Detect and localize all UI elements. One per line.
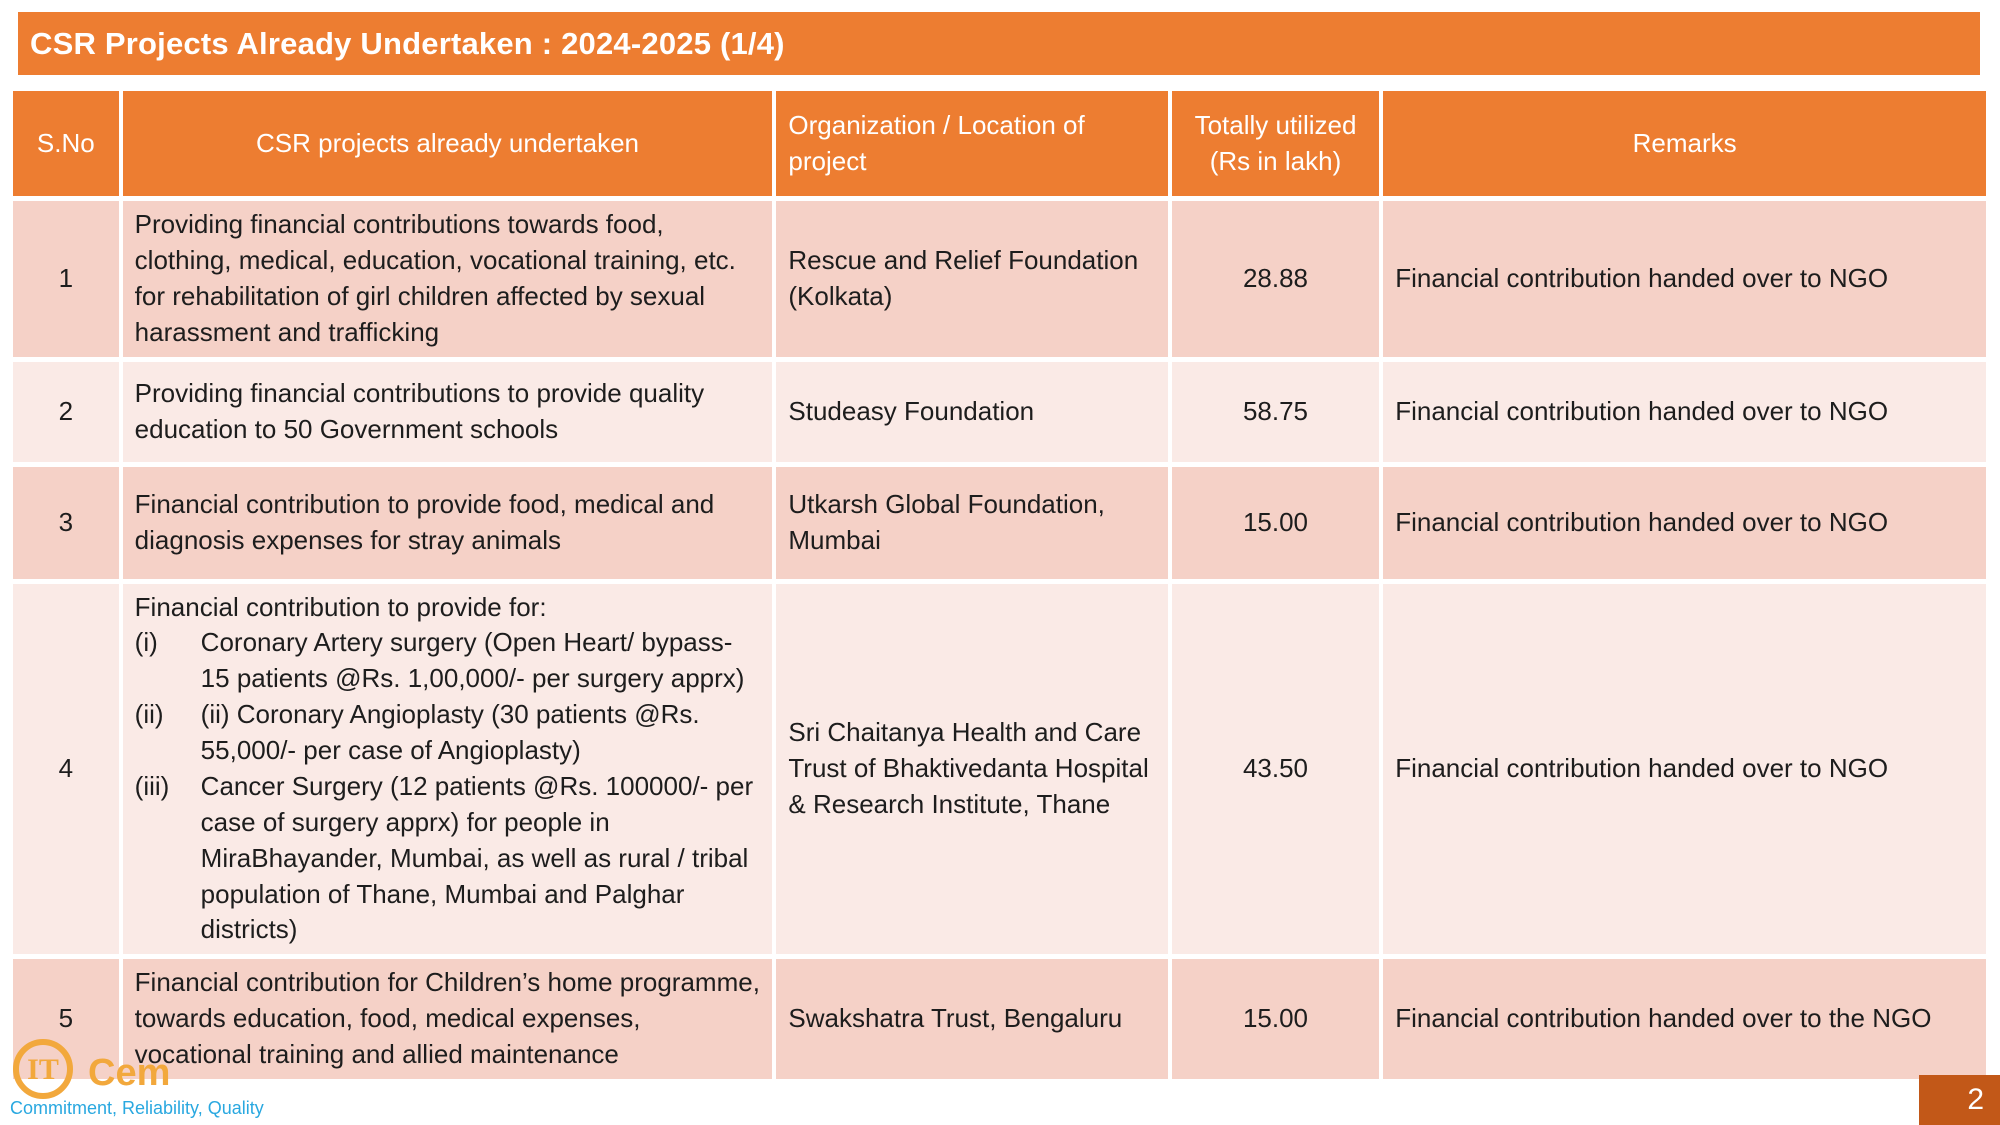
cell-sno: 2 (13, 362, 119, 462)
page-number-badge (1919, 1075, 2000, 1125)
table-row (13, 467, 1986, 579)
cell-sno: 5 (13, 959, 119, 1079)
header-organization: Organization / Location of project (776, 91, 1167, 196)
page-number: 2 (1967, 1083, 1984, 1116)
cell-utilized: 43.50 (1172, 584, 1379, 955)
cell-sno: 1 (13, 201, 119, 357)
cell-utilized: 15.00 (1172, 959, 1379, 1079)
company-logo (10, 1036, 430, 1121)
header-remarks: Remarks (1383, 91, 1986, 196)
cell-remarks: Financial contribution handed over to the NGO (1383, 959, 1986, 1079)
cell-sno: 4 (13, 584, 119, 955)
cell-utilized: 28.88 (1172, 201, 1379, 357)
header-project: CSR projects already undertaken (123, 91, 773, 196)
itd-logo-icon (12, 1038, 74, 1100)
svg-text:IT: IT (27, 1053, 59, 1086)
cell-remarks: Financial contribution handed over to NGO (1383, 584, 1986, 955)
cell-project: Financial contribution for Children’s home programme, towards education, food, medical expenses, vocational training and allied maintenance (123, 959, 773, 1079)
project-intro: Financial contribution to provide for: (134, 591, 547, 622)
cell-organization: Swakshatra Trust, Bengaluru (776, 959, 1167, 1079)
cell-organization: Utkarsh Global Foundation, Mumbai (776, 467, 1167, 579)
table-row (13, 362, 1986, 462)
cell-organization: Sri Chaitanya Health and Care Trust of Bhaktivedanta Hospital & Research Institute, Thane (776, 584, 1167, 955)
slide-title-bar (18, 12, 1980, 75)
table-row (13, 201, 1986, 357)
csr-projects-table (9, 86, 1990, 1084)
project-list-item: (ii) (ii) Coronary Angioplasty (30 patients @Rs. 55,000/- per case of Angioplasty) (134, 699, 700, 765)
project-list-item: (i) Coronary Artery surgery (Open Heart/ bypass- 15 patients @Rs. 1,00,000/- per surgery apprx) (134, 627, 745, 694)
cell-organization: Studeasy Foundation (776, 362, 1167, 462)
header-utilized: Totally utilized (Rs in lakh) (1172, 91, 1379, 196)
cell-organization: Rescue and Relief Foundation (Kolkata) (776, 201, 1167, 357)
cell-project: Providing financial contributions towards food, clothing, medical, education, vocational training, etc. for rehabilitation of girl children affected by sexual harassment and trafficking (123, 201, 773, 357)
logo-wordmark: Cem (88, 1052, 171, 1094)
cell-utilized: 58.75 (1172, 362, 1379, 462)
logo-tagline: Commitment, Reliability, Quality (10, 1098, 264, 1118)
cell-utilized: 15.00 (1172, 467, 1379, 579)
table-row (13, 584, 1986, 955)
table-header-row (13, 91, 1986, 196)
cell-project: Financial contribution to provide food, medical and diagnosis expenses for stray animals (123, 467, 773, 579)
slide-title: CSR Projects Already Undertaken : 2024-2025 (1/4) (30, 25, 785, 61)
cell-remarks: Financial contribution handed over to NGO (1383, 362, 1986, 462)
cell-sno: 3 (13, 467, 119, 579)
cell-project: Providing financial contributions to provide quality education to 50 Government schools (123, 362, 773, 462)
project-list-item: (iii) Cancer Surgery (12 patients @Rs. 100000/- per case of surgery apprx) for people in MiraBhayander, Mumbai, as well as rural / tribal population of Thane, Mumbai and Palghar districts) (134, 770, 754, 945)
cell-project (123, 584, 773, 955)
header-sno: S.No (13, 91, 119, 196)
cell-remarks: Financial contribution handed over to NGO (1383, 201, 1986, 357)
cell-remarks: Financial contribution handed over to NGO (1383, 467, 1986, 579)
